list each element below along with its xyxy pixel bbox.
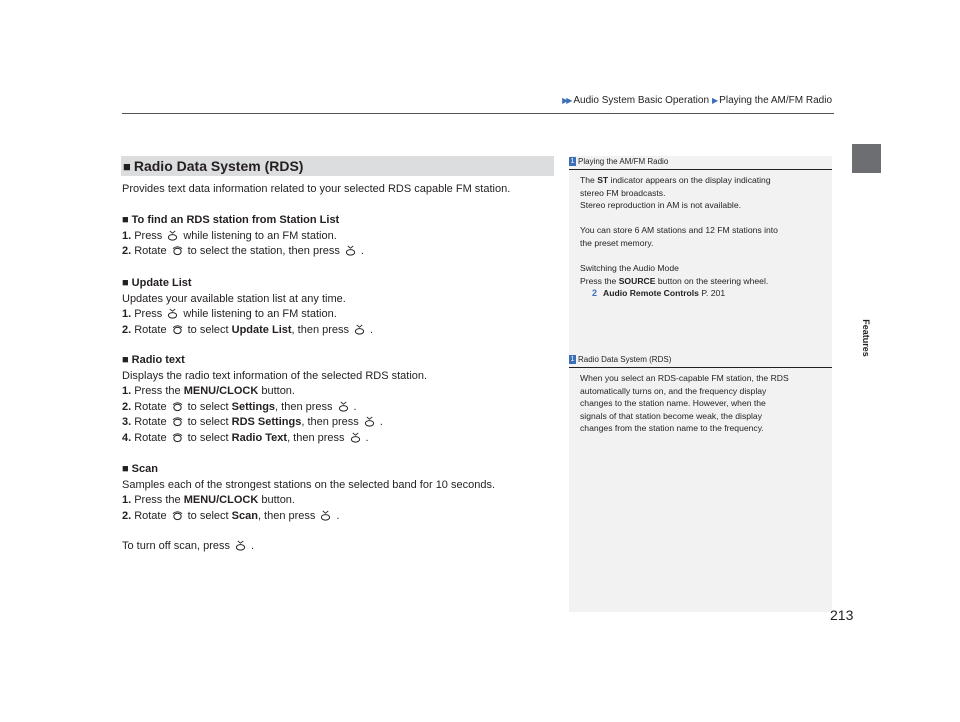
step-text: to select bbox=[187, 509, 229, 522]
note-text: Press the bbox=[580, 275, 617, 286]
press-selector-icon bbox=[345, 245, 356, 256]
scan-block bbox=[122, 462, 495, 555]
find-rds-step-2 bbox=[122, 244, 364, 260]
step-number: 4. bbox=[122, 431, 132, 444]
step-text: Press bbox=[134, 308, 163, 320]
press-selector-icon bbox=[320, 510, 331, 521]
step-text: , then press bbox=[287, 431, 345, 444]
press-selector-icon bbox=[350, 432, 361, 443]
note-line: When you select an RDS-capable FM station, the RDS bbox=[580, 373, 789, 383]
step-number: 2. bbox=[122, 323, 132, 336]
breadcrumb-arrow-icon: ▶ bbox=[712, 96, 717, 105]
scan-off-text bbox=[122, 539, 495, 555]
press-selector-icon bbox=[235, 540, 246, 551]
step-text: . bbox=[379, 416, 383, 428]
chapter-label: Features bbox=[861, 319, 871, 357]
step-text: . bbox=[353, 400, 357, 413]
breadcrumb-arrow-icon: ▶▶ bbox=[562, 96, 571, 105]
step-text: Press the bbox=[134, 494, 181, 506]
menu-option-label: RDS Settings bbox=[231, 416, 302, 428]
note-body bbox=[580, 174, 828, 300]
note-line: changes from the station name to the frequency. bbox=[580, 423, 764, 434]
step-text: . bbox=[370, 323, 374, 336]
step-number: 1. bbox=[122, 308, 132, 320]
press-selector-icon bbox=[364, 416, 375, 427]
reference-arrow-icon: 2 bbox=[592, 288, 598, 299]
update-list-block bbox=[122, 276, 373, 338]
find-rds-step-1 bbox=[122, 229, 364, 245]
step-text: Press the bbox=[134, 385, 181, 397]
scan-step-1 bbox=[122, 493, 495, 509]
square-bullet-icon: ■ bbox=[122, 463, 129, 475]
note-line: the preset memory. bbox=[580, 237, 654, 248]
note-line bbox=[580, 275, 828, 288]
step-text: , then press bbox=[257, 509, 316, 522]
update-list-step-2 bbox=[122, 323, 373, 339]
note-line: Stereo reproduction in AM is not available. bbox=[580, 200, 741, 211]
step-text: . bbox=[360, 245, 364, 257]
rotate-selector-icon bbox=[172, 416, 183, 427]
step-number: 1. bbox=[122, 385, 132, 397]
square-bullet-icon: ■ bbox=[122, 214, 129, 226]
step-text: to select bbox=[187, 416, 229, 428]
press-selector-icon bbox=[167, 308, 178, 319]
note-divider bbox=[569, 169, 832, 170]
step-text: Rotate bbox=[134, 416, 167, 428]
menu-option-label: Settings bbox=[231, 400, 276, 413]
note-line: signals of that station become weak, the display bbox=[580, 410, 763, 421]
section-title: Radio Data System (RDS) bbox=[133, 158, 304, 174]
step-number: 1. bbox=[122, 494, 132, 506]
step-text: Rotate bbox=[134, 431, 167, 444]
radio-text-step-1 bbox=[122, 384, 427, 400]
radio-text-step-4 bbox=[122, 431, 427, 447]
note-title: Radio Data System (RDS) bbox=[578, 355, 672, 364]
menu-option-label: Update List bbox=[231, 323, 292, 336]
step-text: , then press bbox=[275, 400, 333, 413]
rotate-selector-icon bbox=[172, 432, 183, 443]
square-bullet-icon: ■ bbox=[123, 158, 131, 174]
chapter-tab bbox=[852, 144, 881, 173]
step-number: 1. bbox=[122, 229, 132, 242]
step-text: to select bbox=[187, 431, 229, 444]
scan-desc: Samples each of the strongest stations on the selected band for 10 seconds. bbox=[122, 478, 496, 491]
radio-text-step-3 bbox=[122, 415, 427, 431]
step-number: 2. bbox=[122, 245, 132, 257]
radio-text-block bbox=[122, 353, 427, 446]
step-number: 3. bbox=[122, 416, 132, 428]
scan-step-2 bbox=[122, 509, 495, 525]
update-list-step-1 bbox=[122, 307, 373, 323]
note-line: changes to the station name. However, when the bbox=[580, 398, 766, 409]
note-body bbox=[580, 372, 828, 435]
step-text: button. bbox=[261, 494, 295, 506]
square-bullet-icon: ■ bbox=[122, 277, 129, 289]
button-name-label: MENU/CLOCK bbox=[183, 494, 259, 506]
step-text: Rotate bbox=[134, 245, 167, 257]
breadcrumb bbox=[562, 95, 832, 106]
section-title-bar bbox=[121, 156, 554, 176]
update-list-desc: Updates your available station list at any time. bbox=[122, 292, 346, 305]
menu-option-label: Radio Text bbox=[231, 431, 288, 444]
press-selector-icon bbox=[354, 324, 365, 335]
note-heading bbox=[569, 355, 832, 364]
note-line: automatically turns on, and the frequency display bbox=[580, 385, 767, 396]
step-text: , then press bbox=[291, 323, 350, 336]
step-number: 2. bbox=[122, 400, 132, 413]
step-text: Rotate bbox=[134, 323, 167, 336]
note-line bbox=[580, 174, 828, 187]
reference-title: Audio Remote Controls bbox=[603, 288, 699, 299]
note-line: You can store 6 AM stations and 12 FM stations into bbox=[580, 225, 778, 236]
note-title: Playing the AM/FM Radio bbox=[578, 157, 669, 166]
page-number: 213 bbox=[830, 607, 854, 623]
step-text: Rotate bbox=[134, 400, 167, 413]
spacer bbox=[122, 524, 495, 539]
find-rds-heading bbox=[122, 213, 364, 229]
find-rds-heading-text: To find an RDS station from Station List bbox=[131, 214, 340, 226]
spacer bbox=[580, 250, 828, 263]
note-text: button on the steering wheel. bbox=[657, 275, 769, 286]
radio-text-step-2 bbox=[122, 400, 427, 416]
step-text: Rotate bbox=[134, 509, 167, 522]
note-line: stereo FM broadcasts. bbox=[580, 187, 666, 198]
rotate-selector-icon bbox=[172, 510, 183, 521]
spacer bbox=[580, 212, 828, 225]
note-line: Switching the Audio Mode bbox=[580, 263, 679, 274]
header-divider bbox=[122, 113, 834, 114]
radio-text-desc: Displays the radio text information of the selected RDS station. bbox=[122, 369, 428, 382]
menu-option-label: Scan bbox=[231, 509, 258, 522]
step-text: To turn off scan, press bbox=[122, 540, 231, 552]
breadcrumb-item-audio-basic[interactable]: Audio System Basic Operation bbox=[573, 95, 710, 106]
scan-heading bbox=[122, 462, 495, 478]
step-text: , then press bbox=[301, 416, 359, 428]
find-rds-block bbox=[122, 213, 364, 260]
radio-text-heading-text: Radio text bbox=[131, 354, 185, 366]
step-text: Press bbox=[134, 229, 163, 242]
note-text: The bbox=[580, 175, 595, 185]
section-intro: Provides text data information related to your selected RDS capable FM station. bbox=[122, 183, 511, 195]
square-bullet-icon: ■ bbox=[122, 354, 129, 366]
update-list-heading bbox=[122, 276, 373, 292]
press-selector-icon bbox=[338, 401, 349, 412]
reference-page: P. 201 bbox=[701, 288, 726, 299]
step-text: to select bbox=[187, 323, 229, 336]
button-name-label: SOURCE bbox=[618, 275, 656, 286]
step-number: 2. bbox=[122, 509, 132, 522]
breadcrumb-item-am-fm-radio[interactable]: Playing the AM/FM Radio bbox=[719, 95, 832, 106]
step-text: while listening to an FM station. bbox=[183, 229, 337, 242]
step-text: . bbox=[365, 431, 369, 444]
step-text: while listening to an FM station. bbox=[183, 308, 337, 320]
rotate-selector-icon bbox=[172, 324, 183, 335]
press-selector-icon bbox=[167, 230, 178, 241]
note-heading bbox=[569, 157, 832, 166]
note-divider bbox=[569, 367, 832, 368]
cross-reference-link[interactable] bbox=[580, 287, 828, 300]
rotate-selector-icon bbox=[172, 245, 183, 256]
note-marker-icon: 1 bbox=[570, 158, 575, 165]
step-text: . bbox=[336, 509, 340, 522]
step-text: . bbox=[251, 540, 255, 552]
rotate-selector-icon bbox=[172, 401, 183, 412]
button-name-label: MENU/CLOCK bbox=[183, 385, 259, 397]
radio-text-heading bbox=[122, 353, 427, 369]
step-text: button. bbox=[261, 385, 295, 397]
indicator-label: ST bbox=[597, 175, 609, 185]
step-text: to select the station, then press bbox=[187, 245, 340, 257]
note-text: indicator appears on the display indicating bbox=[610, 175, 771, 185]
scan-heading-text: Scan bbox=[131, 463, 158, 475]
note-marker-icon: 1 bbox=[570, 356, 575, 363]
update-list-heading-text: Update List bbox=[131, 277, 192, 289]
step-text: to select bbox=[187, 400, 229, 413]
